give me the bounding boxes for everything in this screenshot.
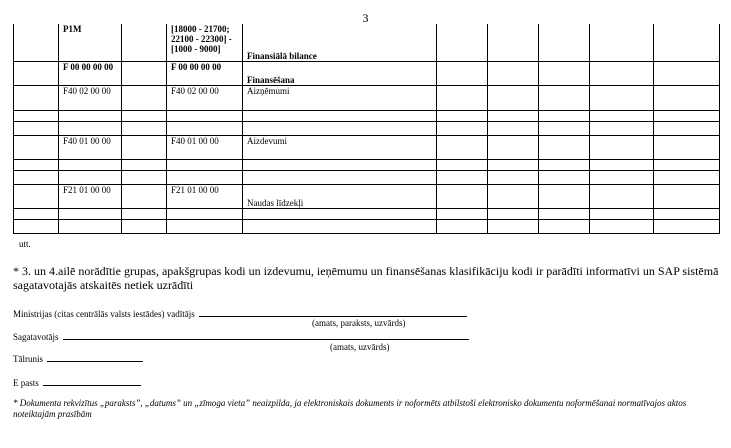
table-cell [14,184,59,208]
classification-note: * 3. un 4.ailē norādītie grupas, apakšgrupas kodi un izdevumu, ieņēmumu un finansēšanas klasifikāciju kodi ir parādīti informatīvi un SAP sistēmā sagatavotajās atskaitēs netiek uzrādīti [13,264,719,292]
table-cell [14,61,59,85]
table-cell [539,219,590,233]
table-row [14,170,720,184]
table-cell [59,110,122,121]
table-cell [539,24,590,61]
table-cell [539,61,590,85]
table-row [14,184,720,208]
table-cell [14,85,59,110]
table-cell [243,159,437,170]
table-cell [243,208,437,219]
table-cell [167,208,243,219]
table-cell: F40 02 00 00 [167,85,243,110]
table-cell [14,121,59,135]
table-cell [539,159,590,170]
table-row [14,85,720,110]
table-cell: Finansiālā bilance [243,24,437,61]
ministry-head-caption: (amats, paraksts, uzvārds) [312,318,406,328]
phone-line[interactable] [47,352,143,362]
table-cell [167,110,243,121]
table-cell [539,85,590,110]
table-cell [654,61,720,85]
table-cell [488,110,539,121]
table-row [14,159,720,170]
ministry-head-line[interactable] [199,307,467,317]
table-cell [14,110,59,121]
table-cell [654,110,720,121]
table-cell [488,208,539,219]
table-cell [488,219,539,233]
table-cell: F 00 00 00 00 [59,61,122,85]
table-cell [122,24,167,61]
table-cell [539,208,590,219]
table-cell [488,170,539,184]
table-cell [590,208,654,219]
table-cell: F40 01 00 00 [167,135,243,159]
table-cell: F21 01 00 00 [59,184,122,208]
table-cell [59,208,122,219]
table-cell [539,170,590,184]
table-cell [654,85,720,110]
table-cell [14,208,59,219]
table-cell [122,159,167,170]
table-cell [122,219,167,233]
table-cell [59,159,122,170]
table-cell [654,159,720,170]
table-cell: F 00 00 00 00 [167,61,243,85]
table-row [14,110,720,121]
table-cell [167,219,243,233]
table-cell [488,85,539,110]
table-cell [437,219,488,233]
table-cell [122,184,167,208]
table-cell [14,135,59,159]
table-cell [437,110,488,121]
table-cell [654,135,720,159]
phone-row [13,352,143,364]
preparer-label: Sagatavotājs [13,332,59,342]
email-label: E pasts [13,378,39,388]
table-cell: F21 01 00 00 [167,184,243,208]
email-line[interactable] [43,376,141,386]
table-cell [539,121,590,135]
table-cell: Naudas līdzekļi [243,184,437,208]
utt-label: utt. [19,239,31,249]
table-cell [488,135,539,159]
table-cell [437,61,488,85]
table-cell [654,208,720,219]
table-cell [437,208,488,219]
table-cell [14,170,59,184]
footnote: * Dokumenta rekvizītus „paraksts”, „datums” un „zīmoga vieta” neaizpilda, ja elektroniskais dokuments ir noformēts atbilstoši elektronisko dokumentu noformēšanai normatīvajos aktos noteiktajām prasībām [13,398,687,419]
table-row [14,219,720,233]
table-cell [59,219,122,233]
table-cell [122,135,167,159]
table-cell [437,159,488,170]
table-cell [243,170,437,184]
table-cell [488,159,539,170]
table-cell [167,159,243,170]
table-row [14,121,720,135]
email-row [13,376,141,388]
table-cell [654,24,720,61]
table-row [14,135,720,159]
table-cell [590,135,654,159]
table-cell: F40 02 00 00 [59,85,122,110]
table-cell [437,121,488,135]
table-cell [488,184,539,208]
table-cell [654,219,720,233]
table-cell [59,121,122,135]
table-cell [590,24,654,61]
table-cell [14,159,59,170]
preparer-caption: (amats, uzvārds) [330,342,390,352]
table-cell [122,208,167,219]
table-cell [437,85,488,110]
phone-label: Tālrunis [13,354,43,364]
table-cell [654,121,720,135]
table-cell [539,184,590,208]
table-cell [539,135,590,159]
table-cell [243,219,437,233]
table-cell [590,61,654,85]
table-cell [122,61,167,85]
table-cell [437,135,488,159]
table-cell [122,121,167,135]
table-cell [488,121,539,135]
ministry-head-label: Ministrijas (citas centrālās valsts iestādes) vadītājs [13,309,195,319]
table-cell [654,184,720,208]
table-cell [590,219,654,233]
table-cell: Aizņēmumi [243,85,437,110]
table-cell: F40 01 00 00 [59,135,122,159]
table-cell [167,170,243,184]
table-cell [437,184,488,208]
table-row [14,24,720,61]
table-cell: [18000 - 21700; 22100 - 22300] - [1000 - 9000] [167,24,243,61]
table-cell [590,159,654,170]
table-cell [654,170,720,184]
table-cell [590,110,654,121]
table-cell [14,24,59,61]
table-cell [437,170,488,184]
table-cell [590,121,654,135]
table-cell [539,110,590,121]
table-cell: P1M [59,24,122,61]
table-cell [590,170,654,184]
preparer-signature-row [13,330,469,342]
table-cell [243,110,437,121]
table-cell [437,24,488,61]
page-number: 3 [362,11,369,25]
table-cell [14,219,59,233]
preparer-line[interactable] [63,330,469,340]
table-cell: Aizdevumi [243,135,437,159]
table-cell [167,121,243,135]
table-row [14,208,720,219]
table-cell [590,184,654,208]
table-cell [243,121,437,135]
finance-table [13,24,720,234]
table-cell [122,85,167,110]
table-cell [59,170,122,184]
table-cell [590,85,654,110]
table-cell [488,24,539,61]
table-cell [122,170,167,184]
table-cell: Finansēšana [243,61,437,85]
table-cell [122,110,167,121]
table-cell [488,61,539,85]
table-row [14,61,720,85]
